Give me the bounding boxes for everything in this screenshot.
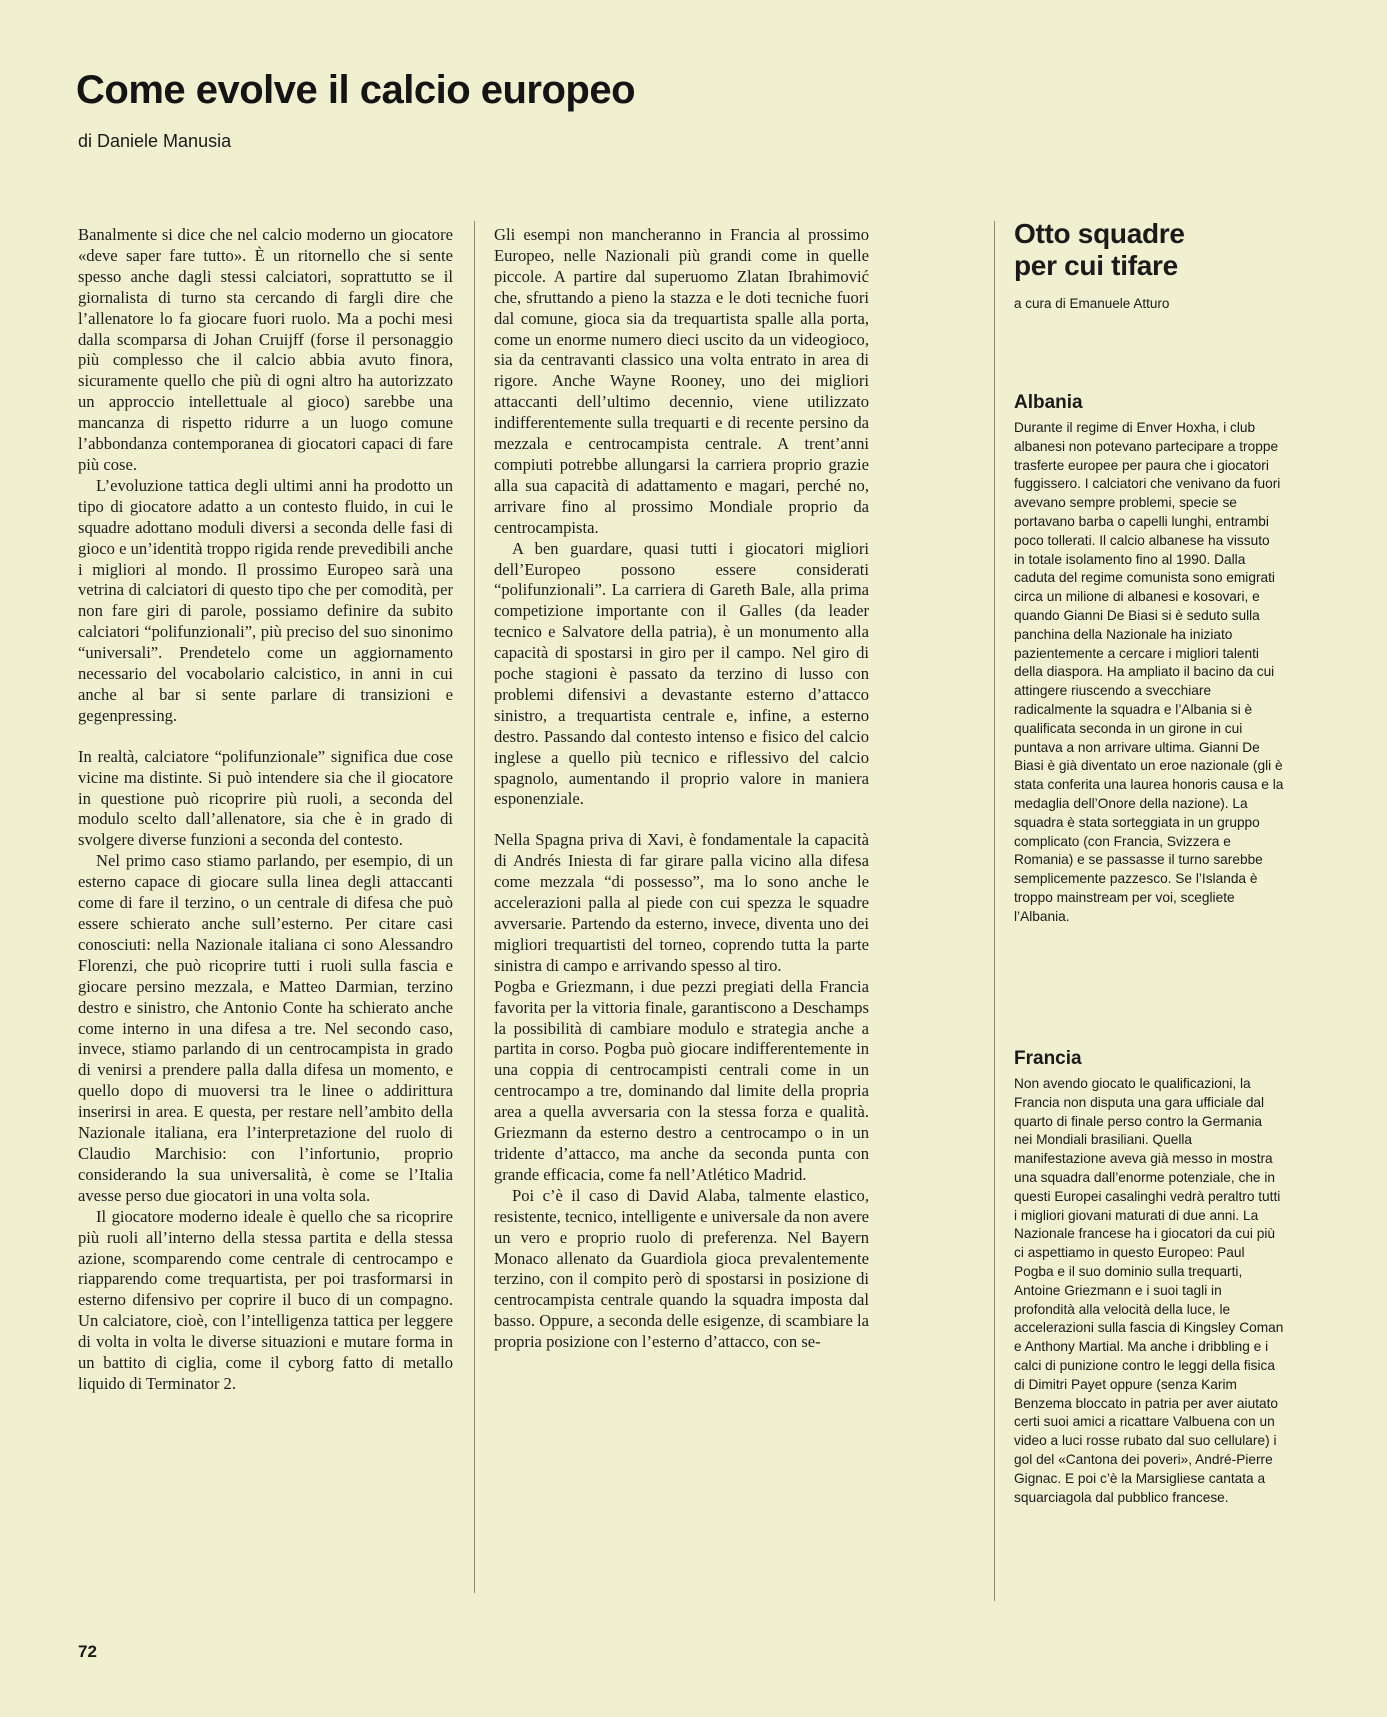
sidebar-title-line-1: Otto squadre [1014, 218, 1185, 249]
paragraph: Banalmente si dice che nel calcio moderno un giocatore «deve saper fare tutto». È un ritornello che si sente spesso anche dagli stessi calciatori, soprattutto se il giornalista di turno sta cercando di fargli dire che l’allenatore lo fa giocare fuori ruolo. Ma a pochi mesi dalla scomparsa di Johan Cruijff (forse il personaggio più complesso che il calcio abbia avuto finora, sicuramente quello che più di ogni altro ha autorizzato un approccio intellettuale al gioco) sarebbe una mancanza di rispetto ridurre a un luogo comune l’abbondanza contemporanea di giocatori capaci di fare più cose. [78, 225, 453, 474]
paragraph: In realtà, calciatore “polifunzionale” significa due cose vicine ma distinte. Si può intendere sia che il giocatore in questione può ricoprire più ruoli, a seconda del modulo scelto dall’allenatore, sia che è in grado di svolgere diverse funzioni a seconda del contesto. [78, 746, 453, 850]
byline: di Daniele Manusia [78, 131, 232, 151]
paragraph: Gli esempi non mancheranno in Francia al prossimo Europeo, nelle Nazionali più grandi come in quelle piccole. A partire dal superuomo Zlatan Ibrahimović che, sfruttando a pieno la stazza e le doti tecniche fuori dal comune, gioca sia da trequartista spalle alla porta, come un enorme numero dieci uscito da un videogioco, sia da centravanti classico una volta entrato in area di rigore. Anche Wayne Rooney, uno dei migliori attaccanti dell’ultimo decennio, viene utilizzato indifferentemente sulla trequarti e di recente persino da mezzala e centrocampista centrale. A trent’anni compiuti potrebbe allungarsi la carriera proprio grazie alla sua capacità di adattamento e magari, perché no, arrivare fino al prossimo Mondiale proprio da centrocampista. [494, 225, 869, 537]
sidebar-section-francia [1014, 1048, 1284, 1507]
article-column-1 [78, 225, 453, 1395]
article-title: Come evolve il calcio europeo [76, 68, 636, 112]
page-number: 72 [78, 1642, 97, 1661]
paragraph: Poi c’è il caso di David Alaba, talmente elastico, resistente, tecnico, intelligente e universale da non avere un vero e proprio ruolo di preferenza. Nel Bayern Monaco allenato da Guardiola gioca prevalentemente terzino, con il compito però di spostarsi in posizione di centrocampista centrale quando la squadra imposta dal basso. Oppure, a seconda delle esigenze, di scambiare la propria posizione con l’esterno d’attacco, con se- [494, 1185, 869, 1352]
section-heading: Albania [1014, 392, 1083, 413]
sidebar [1014, 218, 1284, 1505]
section-text: Durante il regime di Enver Hoxha, i club albanesi non potevano partecipare a troppe trasferte europee per paura che i giocatori fuggissero. I calciatori che venivano da fuori avevano sempre problemi, specie se portavano barba o capelli lunghi, entrambi poco tollerati. Il calcio albanese ha vissuto in totale isolamento fino al 1990. Dalla caduta del regime comunista sono emigrati circa un milione di albanesi e kosovari, e quando Gianni De Biasi si è seduto sulla panchina della Nazionale ha iniziato pazientemente a cercare i migliori talenti della diaspora. Ha ampliato il bacino da cui attingere riuscendo a svecchiare radicalmente la squadra e l’Albania si è qualificata seconda in un girone in cui puntava a non arrivare ultima. Gianni De Biasi è già diventato un eroe nazionale (gli è stata conferita una laurea honoris causa e la medaglia dell’Onore della nazione). La squadra è stata sorteggiata in un gruppo complicato (con Francia, Svizzera e Romania) e se passasse il turno sarebbe semplicemente pazzesco. Se l’Islanda è troppo mainstream per voi, scegliete l’Albania. [1014, 420, 1284, 924]
sidebar-divider [994, 221, 995, 1601]
column-divider [474, 221, 475, 1593]
sidebar-title-line-2: per cui tifare [1014, 250, 1178, 281]
paragraph: Nel primo caso stiamo parlando, per esempio, di un esterno capace di giocare sulla linea degli attaccanti come di fare il terzino, o un centrale di difesa che può essere schierato anche sull’esterno. Per citare casi conosciuti: nella Nazionale italiana ci sono Alessandro Florenzi, che può ricoprire tutti i ruoli sulla fascia e giocare persino mezzala, e Matteo Darmian, terzino destro e sinistro, che Antonio Conte ha schierato anche come interno in una difesa a tre. Nel secondo caso, invece, stiamo parlando di un centrocampista in grado di venirsi a prendere palla dalla difesa un momento, e quello dopo di muoversi tra le linee o addirittura inserirsi in area. E questa, per restare nell’ambito della Nazionale italiana, era l’interpretazione del ruolo di Claudio Marchisio: con l’infortunio, proprio considerando la sua universalità, è come se l’Italia avesse perso due giocatori in una volta sola. [78, 851, 453, 1205]
section-text: Non avendo giocato le qualificazioni, la Francia non disputa una gara ufficiale dal quarto di finale perso contro la Germania nei Mondiali brasiliani. Quella manifestazione aveva già messo in mostra una squadra dall’enorme potenziale, che in questi Europei casalinghi vedrà peraltro tutti i migliori giovani maturati di due anni. La Nazionale francese ha i giocatori da cui più ci aspettiamo in questo Europeo: Paul Pogba e il suo dominio sulla trequarti, Antoine Griezmann e i suoi tagli in profondità alla velocità della luce, le accelerazioni sulla fascia di Kingsley Coman e Anthony Martial. Ma anche i dribbling e i calci di punizione contro le leggi della fisica di Dimitri Payet oppure (senza Karim Benzema bloccato in patria per aver aiutato certi suoi amici a ricattare Valbuena con un video a luci rosse rubato dal suo cellulare) i gol del «Cantona dei poveri», André-Pierre Gignac. E poi c’è la Marsigliese cantata a squarciagola dal pubblico francese. [1014, 1076, 1284, 1505]
paragraph: Nella Spagna priva di Xavi, è fondamentale la capacità di Andrés Iniesta di far girare palla vicino alla difesa come mezzala “di possesso”, ma lo sono anche le accelerazioni palla al piede con cui spezza le squadre avversarie. Partendo da esterno, invece, diventa uno dei migliori trequartisti del torneo, coprendo tutta la parte sinistra di campo e arrivando spesso al tiro. [494, 830, 869, 975]
paragraph: Il giocatore moderno ideale è quello che sa ricoprire più ruoli all’interno della stessa partita e della stessa azione, scomparendo come centrale di centrocampo e riapparendo come trequartista, per poi trasformarsi in esterno difensivo per coprire il buco di un compagno. Un calciatore, cioè, con l’intelligenza tattica per leggere di volta in volta le diverse situazioni e mutare forma in un battito di ciglia, come il cyborg fatto di metallo liquido di Terminator 2. [78, 1206, 453, 1393]
paragraph: Pogba e Griezmann, i due pezzi pregiati della Francia favorita per la vittoria finale, garantiscono a Deschamps la possibilità di cambiare modulo e strategia anche a partita in corso. Pogba può giocare indifferentemente in una coppia di centrocampisti centrali come in un centrocampo a tre, dominando dal limite della propria area a quella avversaria con la stessa forza e qualità. Griezmann da esterno destro a centrocampo o in un tridente d’attacco, ma anche da seconda punta con grande efficacia, come fa nell’Atlético Madrid. [494, 976, 869, 1184]
section-heading: Francia [1014, 1048, 1082, 1069]
paragraph: L’evoluzione tattica degli ultimi anni ha prodotto un tipo di giocatore adatto a un contesto fluido, in cui le squadre adottano moduli diversi a seconda delle fasi di gioco e un’identità troppo rigida rende prevedibili anche i migliori al mondo. Il prossimo Europeo sarà una vetrina di calciatori di questo tipo che per comodità, per non fare giri di parole, possiamo definire da subito calciatori “polifunzionali”, più preciso del suo sinonimo “universali”. Prendetelo come un aggiornamento necessario del vocabolario calcistico, in anni in cui anche al bar si sente parlare di transizioni e gegenpressing. [78, 475, 453, 725]
sidebar-curator: a cura di Emanuele Atturo [1014, 296, 1170, 311]
sidebar-title [1014, 218, 1284, 282]
sidebar-section-albania [1014, 392, 1284, 927]
paragraph: A ben guardare, quasi tutti i giocatori migliori dell’Europeo possono essere considerati “polifunzionali”. La carriera di Gareth Bale, alla prima competizione importante con il Galles (da leader tecnico e Salvatore della patria), è un monumento alla capacità di spostarsi in giro per il campo. Nel giro di poche stagioni è passato da terzino di lusso con problemi difensivi a devastante esterno d’attacco sinistro, a trequartista centrale e, infine, a esterno destro. Passando dal contesto intenso e fisico del calcio inglese a quello più tecnico e riflessivo del calcio spagnolo, aumentando il proprio valore in maniera esponenziale. [494, 538, 869, 809]
article-column-2 [494, 225, 869, 1353]
